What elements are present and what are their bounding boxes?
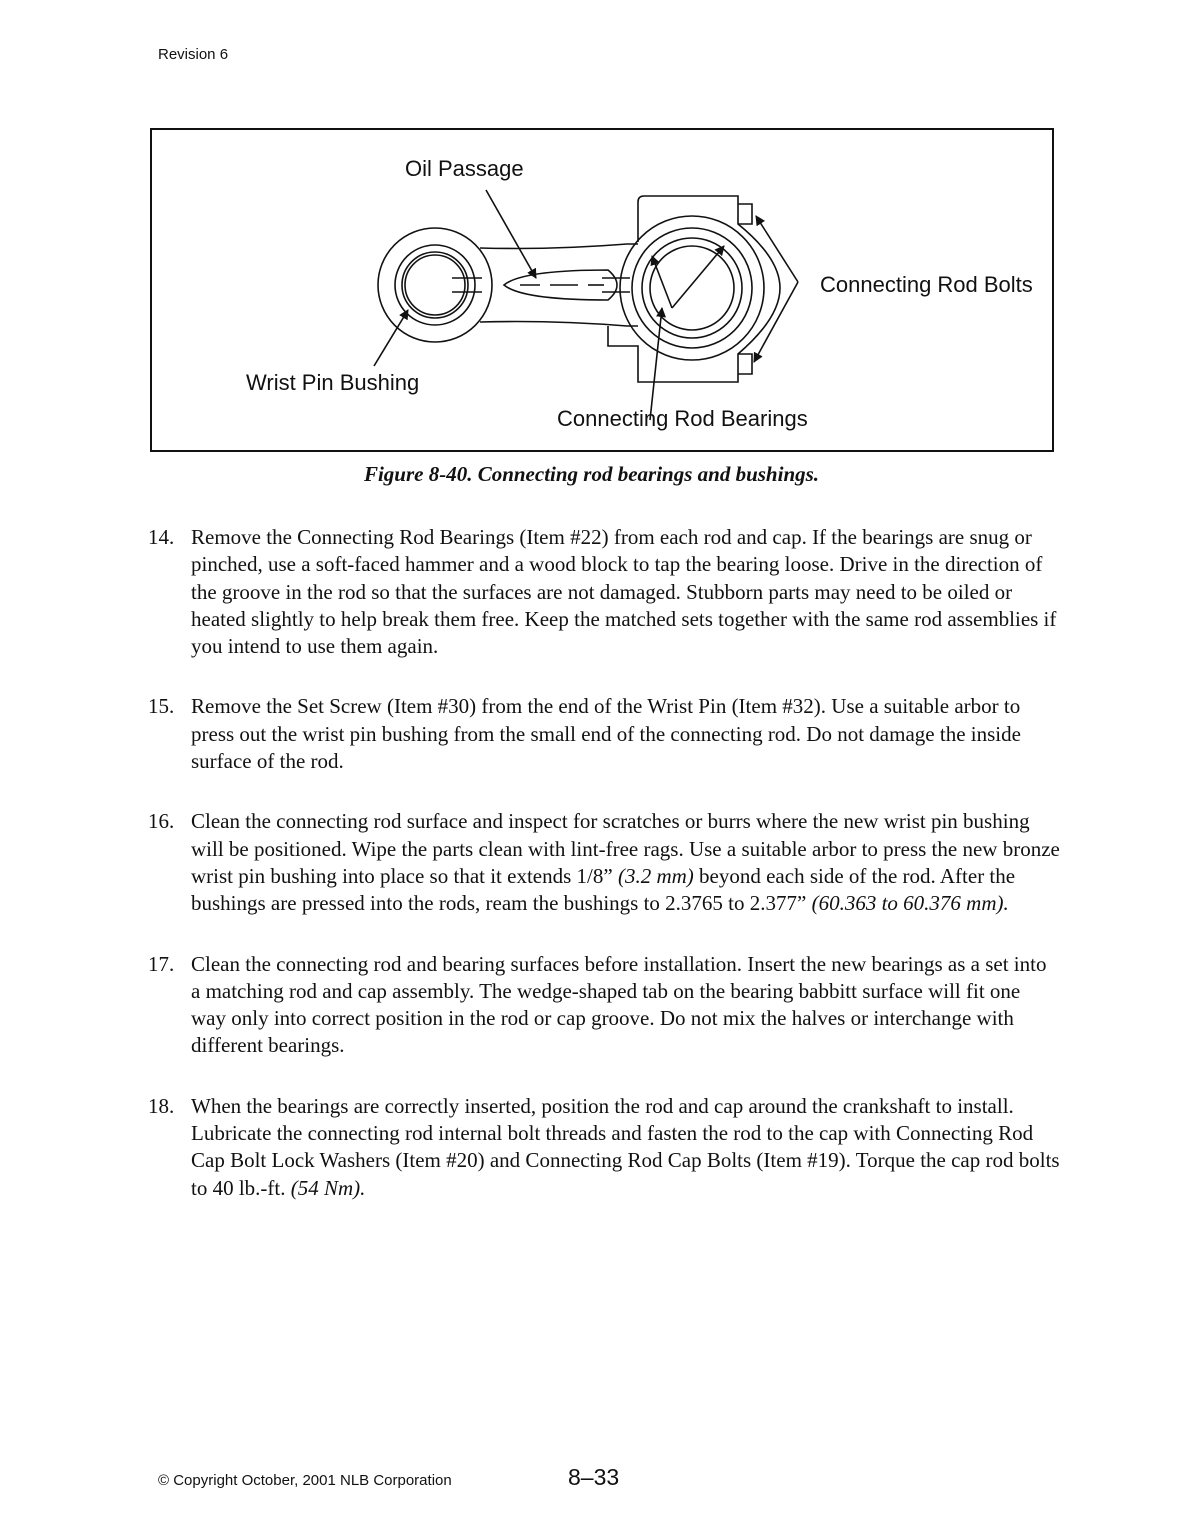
step-text: Remove the Connecting Rod Bearings (Item #22) from each rod and cap. If the bearings are snug or pinched, use a soft-faced hammer and a wood block to tap the bearing loose. Drive in the direction of the groove in the rod so that the surfaces are not damaged. Stubborn parts may need to be oiled or heated slightly to help break them free. Keep the matched sets together with the same rod assemblies if you intend to use them again.: [191, 525, 1057, 659]
step-number: 14.: [148, 525, 175, 549]
figure-connecting-rod: [150, 128, 1054, 452]
oil-passage-label: Oil Passage: [405, 156, 524, 181]
step-number: 18.: [148, 1093, 175, 1118]
step-text: [191, 1093, 1060, 1202]
figure-caption: Figure 8-40. Connecting rod bearings and bushings.: [363, 462, 820, 486]
step-text-part: When the bearings are correctly inserted, position the rod and cap around the crankshaft to install. Lubricate the connecting rod internal bolt threads and fasten the rod to the cap with Connecting Rod Cap Bolt Lock Washers (Item #20) and Connecting Rod Cap Bolts (Item #19). Torque the cap rod bolts to 40 lb.-ft.: [191, 1093, 1060, 1200]
step-text-part: beyond each side of the rod. After the bushings are pressed into the rods, ream the bushings to 2.3765 to 2.377”: [191, 863, 1016, 916]
step-number: 17.: [148, 951, 175, 976]
step-text: Remove the Set Screw (Item #30) from the end of the Wrist Pin (Item #32). Use a suitable arbor to press out the wrist pin bushing from the small end of the connecting rod. Do not damage the inside surface of the rod.: [191, 694, 1021, 774]
step-15: [148, 693, 1060, 775]
step-14: [148, 524, 1060, 660]
procedure-steps: [148, 524, 1060, 1235]
step-number: 15.: [148, 694, 175, 719]
connecting-rod-bearings-label: Connecting Rod Bearings: [557, 406, 808, 431]
metric-value: (54 Nm).: [290, 1175, 366, 1200]
connecting-rod-diagram: [152, 130, 1054, 452]
metric-value: (60.363 to 60.376 mm).: [811, 891, 1009, 916]
rod-big-end: [608, 196, 780, 382]
callout-leaders: [374, 190, 798, 420]
wrist-pin-bushing-label: Wrist Pin Bushing: [246, 370, 420, 395]
step-text-part: Clean the connecting rod surface and inspect for scratches or burrs where the new wrist pin bushing will be positioned. Wipe the parts clean with lint-free rags. Use a suitable arbor to press the new bronze wrist pin bushing into place so that it extends 1/8”: [191, 809, 1060, 888]
step-text: [191, 808, 1060, 917]
step-number: 16.: [148, 809, 175, 834]
step-text: Clean the connecting rod and bearing surfaces before installation. Insert the new bearings as a set into a matching rod and cap assembly. The wedge-shaped tab on the bearing babbitt surface will fit one way only into correct position in the rod or cap groove. Do not mix the halves or interchange with different bearings.: [191, 951, 1047, 1058]
revision-label: Revision 6: [158, 46, 229, 63]
connecting-rod-bolts-label: Connecting Rod Bolts: [820, 272, 1033, 297]
rod-shank: [480, 244, 638, 326]
metric-value: (3.2 mm): [617, 863, 694, 888]
copyright-notice: © Copyright October, 2001 NLB Corporation: [158, 1472, 452, 1489]
wrist-pin-end: [378, 228, 492, 342]
page-number: 8–33: [568, 1464, 620, 1490]
step-18: [148, 1093, 1060, 1202]
step-17: [148, 951, 1060, 1060]
step-16: [148, 808, 1060, 917]
